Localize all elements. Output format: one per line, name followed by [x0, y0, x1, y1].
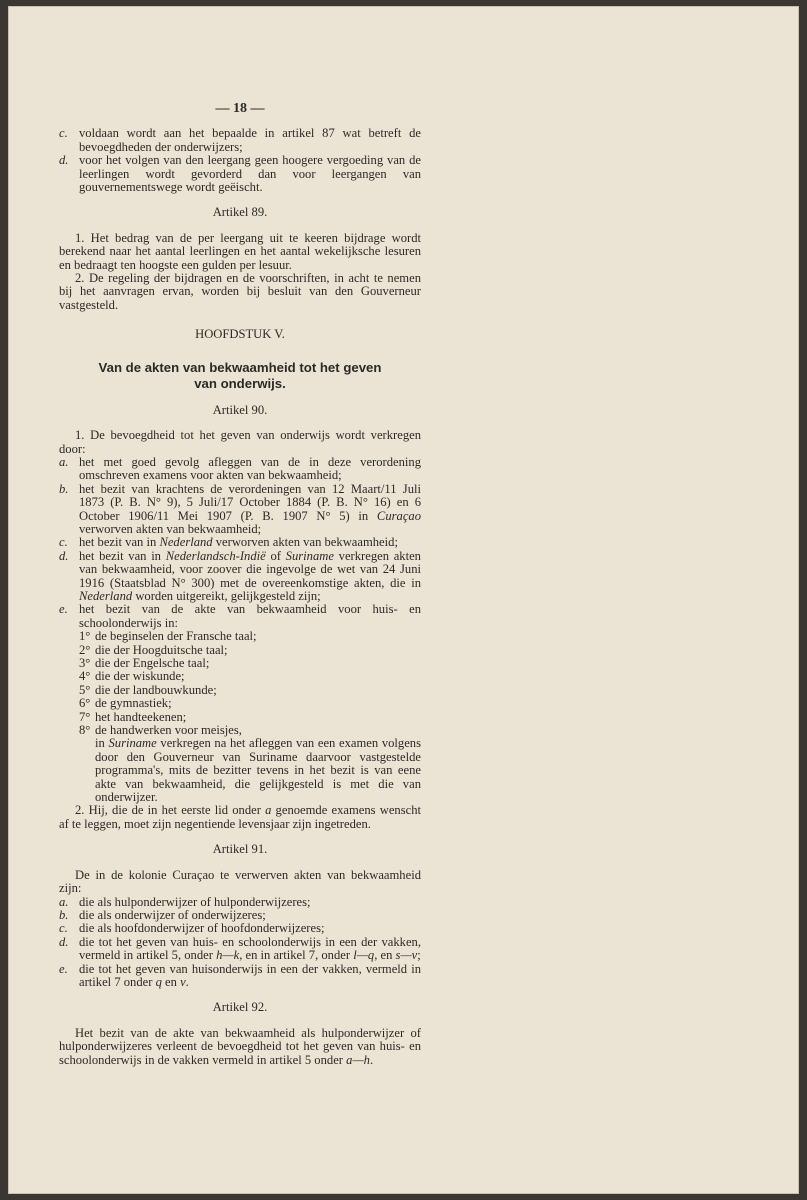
item-text: ;	[417, 948, 421, 963]
list-item	[59, 536, 421, 549]
article-92-title: Artikel 92.	[212, 1000, 268, 1015]
article-90-e-continuation	[59, 737, 421, 804]
list-item	[59, 909, 421, 922]
item-text: , en	[374, 948, 396, 963]
item-text: het bezit van krachtens de verordeningen van 12 Maart/11 Juli 1873 (P. B. N° 9), 5 Juli/17 October 1884 (P. B. N° 16) en 6 October 1906/11 Mei 1907 (P. B. 1907 N° 5) in	[79, 481, 421, 523]
article-92-paragraph	[59, 1027, 421, 1067]
paragraph-text: .	[369, 1052, 374, 1067]
page-content	[59, 102, 421, 1067]
sub-item	[59, 697, 421, 710]
item-text: het met goed gevolg afleggen van de in deze verordening omschreven examens voor akten van bekwaamheid;	[79, 454, 421, 483]
sub-item-text: die der Engelsche taal;	[95, 656, 210, 670]
item-label: c.	[59, 126, 68, 141]
document-page	[8, 6, 799, 1194]
reference: s—v	[395, 948, 418, 963]
item-text: verkregen na het afleggen van een examen volgens door den Gouverneur van Suriname daarvoor vastgestelde programma's, mits de bezitter tevens in het bezit is van eene akte van bekwaamheid, die gelijkgesteld is met die van onderwijzer.	[95, 736, 421, 805]
item-label: b.	[59, 907, 69, 922]
sub-item-number: 1°	[79, 629, 91, 644]
reference: l—q	[353, 948, 375, 963]
list-item	[59, 896, 421, 909]
item-text: die tot het geven van huis- en schoolonderwijs in een der vakken, vermeld in artikel 5, onder	[79, 934, 421, 963]
item-text: en	[161, 974, 181, 989]
item-text: het bezit van in	[79, 535, 160, 550]
reference: a—h	[346, 1052, 370, 1067]
item-text: die als hoofdonderwijzer of hoofdonderwijzeres;	[79, 921, 325, 936]
item-text: .	[185, 974, 189, 989]
item-text: voor het volgen van den leergang geen hoogere vergoeding van de leerlingen wordt gevorderd dan voor leergangen van gouvernementswege wordt geëischt.	[79, 153, 421, 195]
sub-item	[59, 657, 421, 670]
article-89-paragraph-1: 1. Het bedrag van de per leergang uit te keeren bijdrage wordt berekend naar het aantal leerlingen en het aantal wekelijksche lesuren en bedraagt ten hoogste een gulden per lesuur.	[59, 230, 421, 272]
item-label: d.	[59, 548, 69, 563]
article-89-title: Artikel 89.	[212, 205, 268, 220]
item-text: voldaan wordt aan het bepaalde in artikel 87 wat betreft de bevoegdheden der onderwijzers;	[79, 126, 421, 154]
place-name: Nederland	[79, 588, 133, 603]
sub-item-text: die der Hoogduitsche taal;	[95, 642, 228, 657]
place-name: Suriname	[285, 548, 334, 563]
sub-item-number: 2°	[79, 642, 91, 657]
sub-item	[59, 670, 421, 683]
item-label: a.	[59, 894, 69, 909]
sub-item-number: 4°	[79, 669, 91, 684]
item-text: verworven akten van bekwaamheid;	[212, 535, 398, 550]
place-name: Nederland	[159, 535, 213, 550]
list-item	[59, 936, 421, 963]
item-label: d.	[59, 934, 69, 949]
item-text: of	[265, 548, 286, 563]
item-label: b.	[59, 481, 69, 496]
list-item	[59, 127, 421, 154]
item-text: verkregen akten van bekwaamheid, voor zoover die ingevolge de wet van 24 Juni 1916 (Staatsblad N° 300) met de overeenkomstige akten, die in	[79, 548, 421, 590]
chapter-title: HOOFDSTUK V.	[195, 327, 285, 342]
paragraph-text: Het bezit van de akte van bekwaamheid als hulponderwijzer of hulponderwijzeres verleent de bevoegdheid tot het geven van huis- en schoolonderwijs in de vakken vermeld in artikel 5 onder	[59, 1025, 421, 1067]
reference: q	[155, 974, 162, 989]
list-item	[59, 483, 421, 537]
place-name: Nederlandsch-Indië	[165, 548, 266, 563]
article-90-paragraph-2	[59, 804, 421, 831]
list-item	[59, 963, 421, 990]
item-text: worden uitgereikt, gelijkgesteld zijn;	[132, 588, 321, 603]
list-item	[59, 154, 421, 194]
list-item	[59, 550, 421, 604]
reference: v	[180, 974, 186, 989]
sub-item-text: het handteekenen;	[95, 709, 187, 724]
reference: a	[265, 803, 272, 818]
sub-item-text: de handwerken voor meisjes,	[95, 723, 242, 738]
sub-item-number: 3°	[79, 656, 91, 670]
sub-item-number: 8°	[79, 723, 91, 738]
item-text: die als onderwijzer of onderwijzeres;	[79, 907, 266, 922]
item-text: , en in artikel 7, onder	[239, 948, 354, 963]
list-item	[59, 922, 421, 935]
sub-item-number: 5°	[79, 682, 91, 697]
item-text: die tot het geven van huisonderwijs in een der vakken, vermeld in artikel 7 onder	[79, 961, 421, 989]
chapter-heading-line-1: Van de akten van bekwaamheid tot het geven	[98, 359, 382, 375]
paragraph-text: genoemde examens wenscht af te leggen, moet zijn negentiende levensjaar zijn ingetreden.	[59, 803, 421, 831]
article-89-paragraph-2: 2. De regeling der bijdragen en de voorschriften, in acht te nemen bij het aanvragen ervan, worden bij besluit van den Gouverneur vastgesteld.	[59, 271, 421, 312]
article-91-title: Artikel 91.	[212, 842, 268, 857]
item-text: het bezit van in	[79, 548, 166, 563]
sub-item-text: die der wiskunde;	[95, 669, 185, 684]
item-label: a.	[59, 454, 69, 469]
item-label: c.	[59, 921, 68, 936]
paragraph-text: 2. Hij, die de in het eerste lid onder	[75, 803, 266, 818]
place-name: Suriname	[108, 736, 157, 751]
sub-item	[59, 630, 421, 643]
article-91-intro: De in de kolonie Curaçao te verwerven akten van bekwaamheid zijn:	[59, 867, 421, 896]
list-item	[59, 456, 421, 483]
list-item	[59, 603, 421, 630]
place-name: Curaçao	[376, 508, 421, 523]
sub-item-number: 7°	[79, 709, 91, 724]
reference: h—k	[216, 948, 240, 963]
item-text: in	[95, 736, 109, 751]
sub-item-text: de gymnastiek;	[95, 696, 172, 711]
item-label: e.	[59, 961, 68, 976]
item-text: verworven akten van bekwaamheid;	[79, 521, 262, 536]
sub-item	[59, 684, 421, 697]
page-number: — 18 —	[215, 101, 265, 116]
chapter-heading	[59, 360, 421, 392]
sub-item	[59, 644, 421, 657]
article-90-title: Artikel 90.	[212, 402, 268, 417]
sub-item-text: de beginselen der Fransche taal;	[95, 629, 257, 644]
sub-item-text: die der landbouwkunde;	[95, 682, 217, 697]
chapter-heading-line-2: van onderwijs.	[194, 375, 286, 391]
item-label: e.	[59, 602, 68, 617]
sub-item	[59, 724, 421, 737]
sub-item-number: 6°	[79, 696, 91, 711]
item-label: c.	[59, 535, 68, 550]
item-text: het bezit van de akte van bekwaamheid voor huis- en schoolonderwijs in:	[79, 602, 421, 630]
item-label: d.	[59, 153, 69, 168]
item-text: die als hulponderwijzer of hulponderwijzeres;	[79, 894, 311, 909]
article-90-intro: 1. De bevoegdheid tot het geven van onderwijs wordt verkregen door:	[59, 428, 421, 456]
sub-item	[59, 711, 421, 724]
